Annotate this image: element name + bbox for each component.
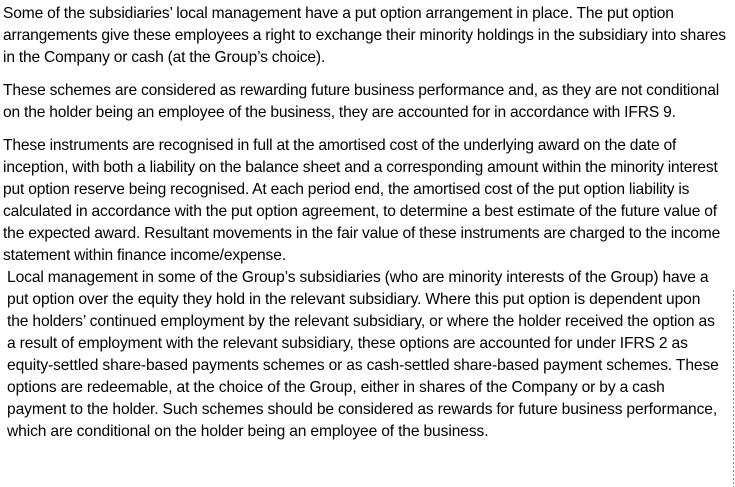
paragraph-put-option-arrangement: Some of the subsidiaries’ local management have a put option arrangement in place. The put option arrangements give these employees a right to exchange their minority holdings in the subsidiary into shares in the Company or cash (at the Group’s choice). [3,5,726,66]
paragraph-ifrs9-accounting: These schemes are considered as rewarding future business performance and, as they are not conditional on the holder being an employee of the business, they are accounted for in accordance with IFRS 9. [3,82,720,121]
paragraph-amortised-cost: These instruments are recognised in full at the amortised cost of the underlying award on the date of inception, with both a liability on the balance sheet and a corresponding amount within the minority interest put option reserve being recognised. At each period end, the amortised cost of the put option liability is calculated in accordance with the put option agreement, to determine a best estimate of the future value of the expected award. Resultant movements in the fair value of these instruments are charged to the income statement within finance income/expense. [3,137,721,264]
paragraph-ifrs2-accounting: Local management in some of the Group’s subsidiaries (who are minority interests of the Group) have a put option over the equity they hold in the relevant subsidiary. Where this put option is dependent upon the holders’ continued employment by the relevant subsidiary, or where the holder received the option as a result of employment with the relevant subsidiary, these options are accounted for under IFRS 2 as equity-settled share-based payments schemes or as cash-settled share-based payment schemes. These options are redeemable, at the choice of the Group, either in shares of the Company or by a cash payment to the holder. Such schemes should be considered as rewards for future business performance, which are conditional on the holder being an employee of the business. [7,269,719,440]
crop-edge-divider [733,290,734,487]
